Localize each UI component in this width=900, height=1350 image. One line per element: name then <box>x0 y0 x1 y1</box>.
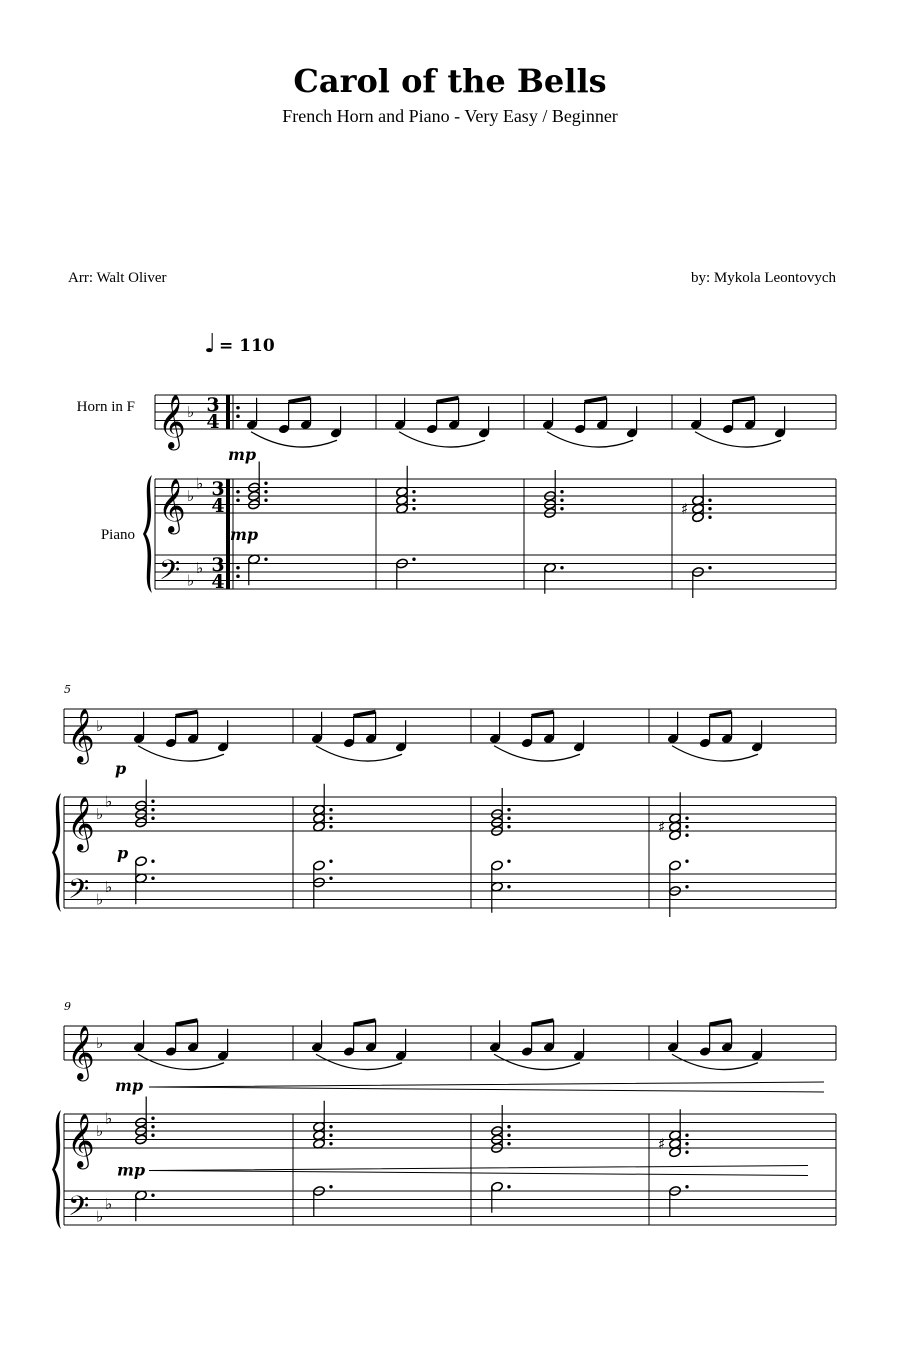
augmentation-dot <box>264 482 267 485</box>
augmentation-dot <box>329 1142 332 1145</box>
piano-brace <box>143 475 152 593</box>
flat-icon: ♭ <box>96 1034 104 1052</box>
augmentation-dot <box>708 516 711 519</box>
augmentation-dot <box>507 825 510 828</box>
slur <box>138 1054 224 1069</box>
flat-icon: ♭ <box>105 1194 113 1213</box>
dynamic-marking: p <box>115 759 127 778</box>
flat-icon: ♭ <box>105 877 113 896</box>
quarter-note-icon: ♩ <box>204 329 217 359</box>
augmentation-dot <box>329 860 332 863</box>
flat-icon: ♭ <box>96 1122 104 1140</box>
augmentation-dot <box>412 558 415 561</box>
horn-measure <box>494 712 584 761</box>
bass-notehead <box>491 860 504 871</box>
flat-icon: ♭ <box>96 890 104 909</box>
augmentation-dot <box>151 800 154 803</box>
augmentation-dot <box>151 808 154 811</box>
horn-staff <box>64 1026 836 1060</box>
piano-treble-staff <box>64 797 836 831</box>
augmentation-dot <box>560 507 563 510</box>
slur <box>547 432 633 447</box>
augmentation-dot <box>685 834 688 837</box>
note-beam <box>532 1020 554 1024</box>
treble-clef-icon: 𝄞 <box>158 478 186 533</box>
piano-bass-staff <box>64 1191 836 1225</box>
augmentation-dot <box>151 1194 154 1197</box>
augmentation-dot <box>329 808 332 811</box>
flat-icon: ♭ <box>196 474 204 493</box>
flat-icon: ♭ <box>96 717 104 735</box>
sharp-icon: ♯ <box>658 1134 666 1153</box>
instrument-label-horn: Horn in F <box>76 399 135 415</box>
augmentation-dot <box>685 825 688 828</box>
augmentation-dot <box>685 817 688 820</box>
time-signature-numerator: 3 <box>206 394 220 416</box>
note-beam <box>710 712 732 716</box>
augmentation-dot <box>151 877 154 880</box>
flat-icon: ♭ <box>196 558 204 577</box>
note-beam <box>532 712 554 716</box>
dynamic-marking: mp <box>117 1160 146 1180</box>
time-signature-numerator: 3 <box>211 554 225 576</box>
augmentation-dot <box>507 1134 510 1137</box>
flat-icon: ♭ <box>96 805 104 823</box>
horn-measure <box>138 1020 228 1069</box>
dynamic-marking: mp <box>228 445 257 464</box>
note-beam <box>354 712 376 716</box>
slur <box>399 432 485 447</box>
augmentation-dot <box>329 1134 332 1137</box>
note-beam <box>176 712 198 716</box>
treble-clef-icon: 𝄞 <box>67 1113 95 1168</box>
note-beam <box>733 398 755 402</box>
time-signature-denominator: 4 <box>211 495 225 517</box>
bass-notehead <box>669 860 682 871</box>
time-signature-denominator: 4 <box>206 411 220 433</box>
horn-measure <box>672 712 762 761</box>
slur <box>494 1054 580 1069</box>
note-beam <box>710 1020 732 1024</box>
horn-measure <box>316 1020 406 1069</box>
augmentation-dot <box>685 1142 688 1145</box>
augmentation-dot <box>685 1185 688 1188</box>
piano-treble-staff <box>64 1114 836 1148</box>
crescendo-hairpin <box>149 1166 808 1176</box>
dynamic-marking: mp <box>230 525 259 544</box>
treble-clef-icon: 𝄞 <box>67 796 95 851</box>
instrument-label-piano: Piano <box>100 527 135 543</box>
augmentation-dot <box>685 1134 688 1137</box>
piano-bass-staff <box>155 555 836 589</box>
augmentation-dot <box>507 1125 510 1128</box>
note-beam <box>585 398 607 402</box>
tempo-marking: = 110 <box>219 336 275 356</box>
flat-icon: ♭ <box>105 792 113 811</box>
composer-credit: by: Mykola Leontovych <box>691 270 836 286</box>
bass-clef-icon: 𝄢 <box>68 1189 90 1229</box>
augmentation-dot <box>685 885 688 888</box>
slur <box>138 746 224 761</box>
flat-icon: ♭ <box>187 403 195 421</box>
arranger-credit: Arr: Walt Oliver <box>68 270 167 286</box>
augmentation-dot <box>329 817 332 820</box>
augmentation-dot <box>560 566 563 569</box>
slur <box>316 746 402 761</box>
augmentation-dot <box>412 499 415 502</box>
augmentation-dot <box>329 825 332 828</box>
augmentation-dot <box>412 490 415 493</box>
augmentation-dot <box>264 499 267 502</box>
horn-measure <box>547 398 637 447</box>
repeat-dot <box>236 490 240 494</box>
bass-clef-icon: 𝄢 <box>68 872 90 912</box>
repeat-dot <box>236 414 240 418</box>
time-signature-denominator: 4 <box>211 571 225 593</box>
augmentation-dot <box>507 860 510 863</box>
horn-measure <box>138 712 228 761</box>
flat-icon: ♭ <box>187 571 195 590</box>
augmentation-dot <box>685 1151 688 1154</box>
measure-number: 5 <box>64 683 71 696</box>
augmentation-dot <box>507 817 510 820</box>
repeat-dot <box>236 406 240 410</box>
augmentation-dot <box>560 499 563 502</box>
flat-icon: ♭ <box>96 1207 104 1226</box>
treble-clef-icon: 𝄞 <box>158 394 186 449</box>
treble-clef-icon: 𝄞 <box>67 1025 95 1080</box>
augmentation-dot <box>507 885 510 888</box>
augmentation-dot <box>151 1134 154 1137</box>
crescendo-hairpin <box>149 1082 824 1092</box>
repeat-dot <box>236 574 240 578</box>
augmentation-dot <box>264 490 267 493</box>
horn-measure <box>672 1020 762 1069</box>
slur <box>316 1054 402 1069</box>
sharp-icon: ♯ <box>681 499 689 518</box>
horn-measure <box>494 1020 584 1069</box>
note-beam <box>289 398 311 402</box>
horn-measure <box>316 712 406 761</box>
dynamic-marking: p <box>117 843 129 863</box>
augmentation-dot <box>412 507 415 510</box>
augmentation-dot <box>151 817 154 820</box>
augmentation-dot <box>329 1125 332 1128</box>
repeat-dot <box>236 566 240 570</box>
augmentation-dot <box>708 499 711 502</box>
time-signature-numerator: 3 <box>211 478 225 500</box>
slur <box>251 432 337 447</box>
augmentation-dot <box>151 1125 154 1128</box>
dynamic-marking: mp <box>115 1076 144 1095</box>
treble-clef-icon: 𝄞 <box>67 708 95 763</box>
augmentation-dot <box>708 566 711 569</box>
slur <box>672 1054 758 1069</box>
augmentation-dot <box>329 877 332 880</box>
bass-notehead <box>135 856 148 867</box>
note-beam <box>354 1020 376 1024</box>
score-title: Carol of the Bells <box>293 62 607 100</box>
flat-icon: ♭ <box>105 1109 113 1128</box>
augmentation-dot <box>708 507 711 510</box>
augmentation-dot <box>507 808 510 811</box>
slur <box>494 746 580 761</box>
sharp-icon: ♯ <box>658 817 666 836</box>
piano-brace <box>52 793 61 912</box>
augmentation-dot <box>151 1117 154 1120</box>
bass-notehead <box>313 860 326 871</box>
note-beam <box>176 1020 198 1024</box>
bass-clef-icon: 𝄢 <box>159 553 181 593</box>
augmentation-dot <box>685 860 688 863</box>
measure-number: 9 <box>64 1000 71 1013</box>
slur <box>672 746 758 761</box>
augmentation-dot <box>151 860 154 863</box>
piano-bass-staff <box>64 874 836 908</box>
flat-icon: ♭ <box>187 487 195 505</box>
note-beam <box>437 398 459 402</box>
slur <box>695 432 781 447</box>
augmentation-dot <box>560 490 563 493</box>
horn-measure <box>695 398 785 447</box>
augmentation-dot <box>264 558 267 561</box>
augmentation-dot <box>507 1185 510 1188</box>
score-subtitle: French Horn and Piano - Very Easy / Beginner <box>282 106 618 126</box>
horn-measure <box>399 398 489 447</box>
augmentation-dot <box>507 1142 510 1145</box>
repeat-dot <box>236 498 240 502</box>
augmentation-dot <box>329 1185 332 1188</box>
piano-brace <box>52 1110 61 1229</box>
horn-measure <box>251 398 341 447</box>
